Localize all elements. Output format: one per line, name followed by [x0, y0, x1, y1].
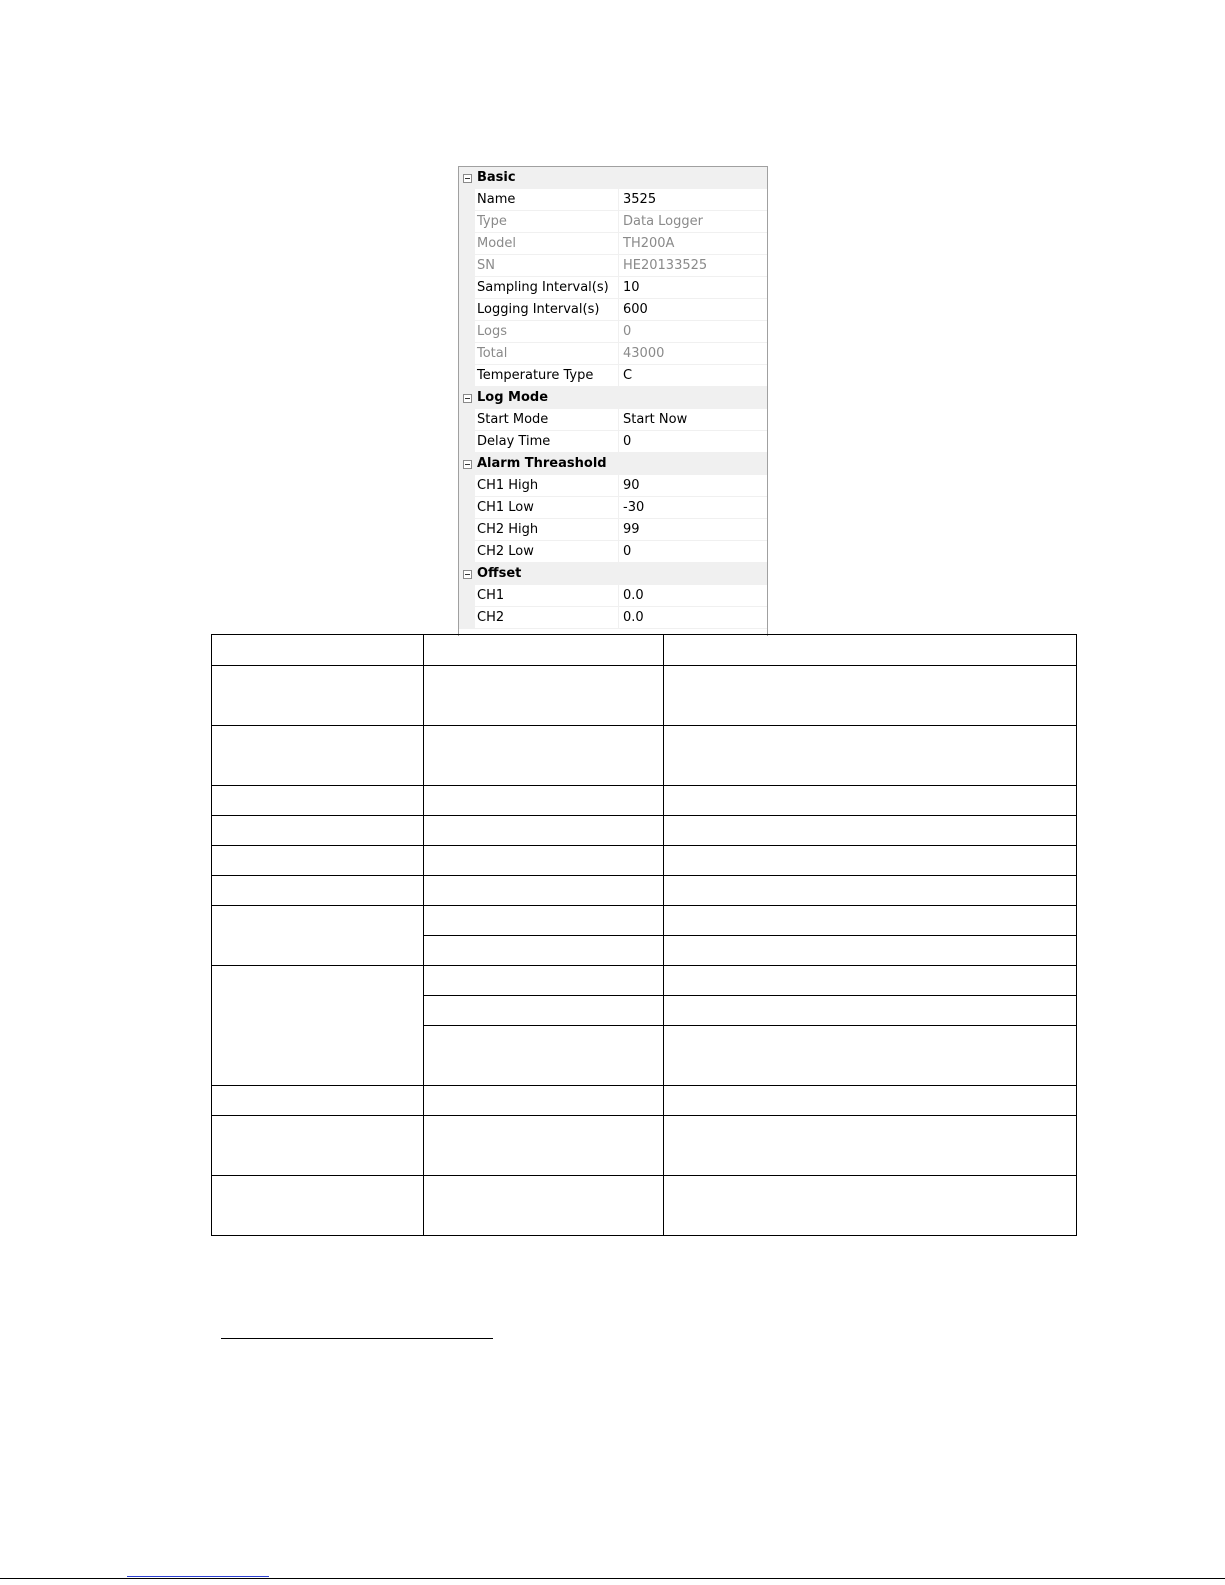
- property-value[interactable]: 90: [619, 475, 767, 497]
- property-name: CH1: [475, 585, 619, 607]
- table-cell: [212, 1086, 424, 1116]
- table-cell: [424, 816, 664, 846]
- category-label: Log Mode: [477, 390, 549, 405]
- property-name: CH2 Low: [475, 541, 619, 563]
- property-name: CH2 High: [475, 519, 619, 541]
- property-row[interactable]: [459, 431, 767, 453]
- table-cell: [424, 966, 664, 996]
- category-label: Offset: [477, 566, 522, 581]
- table-row: [212, 1086, 1077, 1116]
- table-cell: [424, 726, 664, 786]
- table-cell: [664, 936, 1077, 966]
- property-row[interactable]: [459, 277, 767, 299]
- property-row[interactable]: [459, 607, 767, 629]
- table-cell: [424, 936, 664, 966]
- table-cell: [664, 816, 1077, 846]
- row-gutter: [459, 541, 475, 563]
- property-value[interactable]: 600: [619, 299, 767, 321]
- property-value: 0: [619, 321, 767, 343]
- table-cell: [212, 816, 424, 846]
- property-value: 43000: [619, 343, 767, 365]
- table-row: [212, 966, 1077, 996]
- property-name: CH1 Low: [475, 497, 619, 519]
- table-cell: [664, 1176, 1077, 1236]
- row-gutter: [459, 343, 475, 365]
- table-row: [212, 816, 1077, 846]
- table-cell: [664, 786, 1077, 816]
- row-gutter: [459, 431, 475, 453]
- link-underline: [127, 1576, 269, 1577]
- row-gutter: [459, 189, 475, 211]
- property-value[interactable]: C: [619, 365, 767, 387]
- property-name: Temperature Type: [475, 365, 619, 387]
- table-row: [212, 726, 1077, 786]
- table-cell: [664, 1116, 1077, 1176]
- table-cell: [212, 726, 424, 786]
- row-gutter: [459, 299, 475, 321]
- table-row: [212, 1176, 1077, 1236]
- property-value[interactable]: -30: [619, 497, 767, 519]
- table-cell: [424, 666, 664, 726]
- property-row: [459, 255, 767, 277]
- table-cell: [424, 996, 664, 1026]
- property-row: [459, 321, 767, 343]
- table-row: [212, 906, 1077, 936]
- property-name: Name: [475, 189, 619, 211]
- row-gutter: [459, 475, 475, 497]
- table-cell: [664, 635, 1077, 666]
- property-row: [459, 233, 767, 255]
- table-cell: [212, 1176, 424, 1236]
- category-label: Basic: [477, 170, 516, 185]
- table-cell: [212, 906, 424, 966]
- category-basic[interactable]: [459, 167, 767, 189]
- table-cell: [424, 1026, 664, 1086]
- property-row[interactable]: [459, 299, 767, 321]
- table-cell: [424, 876, 664, 906]
- table-cell: [664, 726, 1077, 786]
- property-value[interactable]: 0: [619, 431, 767, 453]
- property-row: [459, 343, 767, 365]
- collapse-icon[interactable]: [463, 174, 472, 183]
- row-gutter: [459, 365, 475, 387]
- table-cell: [212, 1116, 424, 1176]
- table-cell: [212, 846, 424, 876]
- table-cell: [212, 966, 424, 1086]
- category-gutter: [459, 563, 475, 585]
- table-cell: [212, 635, 424, 666]
- row-gutter: [459, 519, 475, 541]
- property-row[interactable]: [459, 497, 767, 519]
- table-cell: [424, 846, 664, 876]
- category-gutter: [459, 453, 475, 475]
- settings-table: [211, 634, 1077, 1236]
- table-cell: [424, 1086, 664, 1116]
- table-row: [212, 635, 1077, 666]
- row-gutter: [459, 255, 475, 277]
- table-cell: [664, 1026, 1077, 1086]
- property-name: Logs: [475, 321, 619, 343]
- property-name: Type: [475, 211, 619, 233]
- property-grid: [458, 166, 768, 636]
- property-row[interactable]: [459, 365, 767, 387]
- category-offset[interactable]: [459, 563, 767, 585]
- footnote-separator: [221, 1338, 493, 1339]
- property-row[interactable]: [459, 541, 767, 563]
- table-cell: [664, 666, 1077, 726]
- table-cell: [664, 906, 1077, 936]
- table-cell: [664, 876, 1077, 906]
- row-gutter: [459, 321, 475, 343]
- property-name: SN: [475, 255, 619, 277]
- table-row: [212, 666, 1077, 726]
- property-row[interactable]: [459, 519, 767, 541]
- table-row: [212, 1116, 1077, 1176]
- row-gutter: [459, 409, 475, 431]
- property-value: HE20133525: [619, 255, 767, 277]
- table-row: [212, 876, 1077, 906]
- row-gutter: [459, 497, 475, 519]
- category-log-mode[interactable]: [459, 387, 767, 409]
- property-value[interactable]: 3525: [619, 189, 767, 211]
- property-value[interactable]: 0: [619, 541, 767, 563]
- property-row[interactable]: [459, 409, 767, 431]
- category-alarm-threashold[interactable]: [459, 453, 767, 475]
- table-cell: [424, 1176, 664, 1236]
- table-cell: [212, 786, 424, 816]
- category-gutter: [459, 167, 475, 189]
- table-cell: [212, 876, 424, 906]
- property-row[interactable]: [459, 585, 767, 607]
- property-value[interactable]: 0.0: [619, 585, 767, 607]
- category-label: Alarm Threashold: [477, 456, 607, 471]
- property-value: TH200A: [619, 233, 767, 255]
- collapse-icon[interactable]: [463, 460, 472, 469]
- property-row[interactable]: [459, 189, 767, 211]
- property-value: Data Logger: [619, 211, 767, 233]
- table-cell: [664, 966, 1077, 996]
- table-row: [212, 786, 1077, 816]
- property-row[interactable]: [459, 475, 767, 497]
- table-cell: [424, 906, 664, 936]
- property-name: Logging Interval(s): [475, 299, 619, 321]
- property-row: [459, 211, 767, 233]
- row-gutter: [459, 585, 475, 607]
- table-cell: [664, 846, 1077, 876]
- property-name: Delay Time: [475, 431, 619, 453]
- row-gutter: [459, 211, 475, 233]
- collapse-icon[interactable]: [463, 570, 472, 579]
- table-cell: [424, 635, 664, 666]
- table-cell: [212, 666, 424, 726]
- table-cell: [424, 786, 664, 816]
- property-name: Start Mode: [475, 409, 619, 431]
- table-row: [212, 846, 1077, 876]
- table-cell: [424, 1116, 664, 1176]
- table-cell: [664, 1086, 1077, 1116]
- row-gutter: [459, 233, 475, 255]
- property-value[interactable]: 99: [619, 519, 767, 541]
- table-cell: [664, 996, 1077, 1026]
- property-value[interactable]: 10: [619, 277, 767, 299]
- property-name: CH1 High: [475, 475, 619, 497]
- row-gutter: [459, 607, 475, 629]
- page-bottom-rule: [0, 1578, 1225, 1579]
- property-name: Total: [475, 343, 619, 365]
- property-name: Sampling Interval(s): [475, 277, 619, 299]
- property-name: Model: [475, 233, 619, 255]
- category-gutter: [459, 387, 475, 409]
- property-value[interactable]: 0.0: [619, 607, 767, 629]
- property-name: CH2: [475, 607, 619, 629]
- property-value[interactable]: Start Now: [619, 409, 767, 431]
- row-gutter: [459, 277, 475, 299]
- collapse-icon[interactable]: [463, 394, 472, 403]
